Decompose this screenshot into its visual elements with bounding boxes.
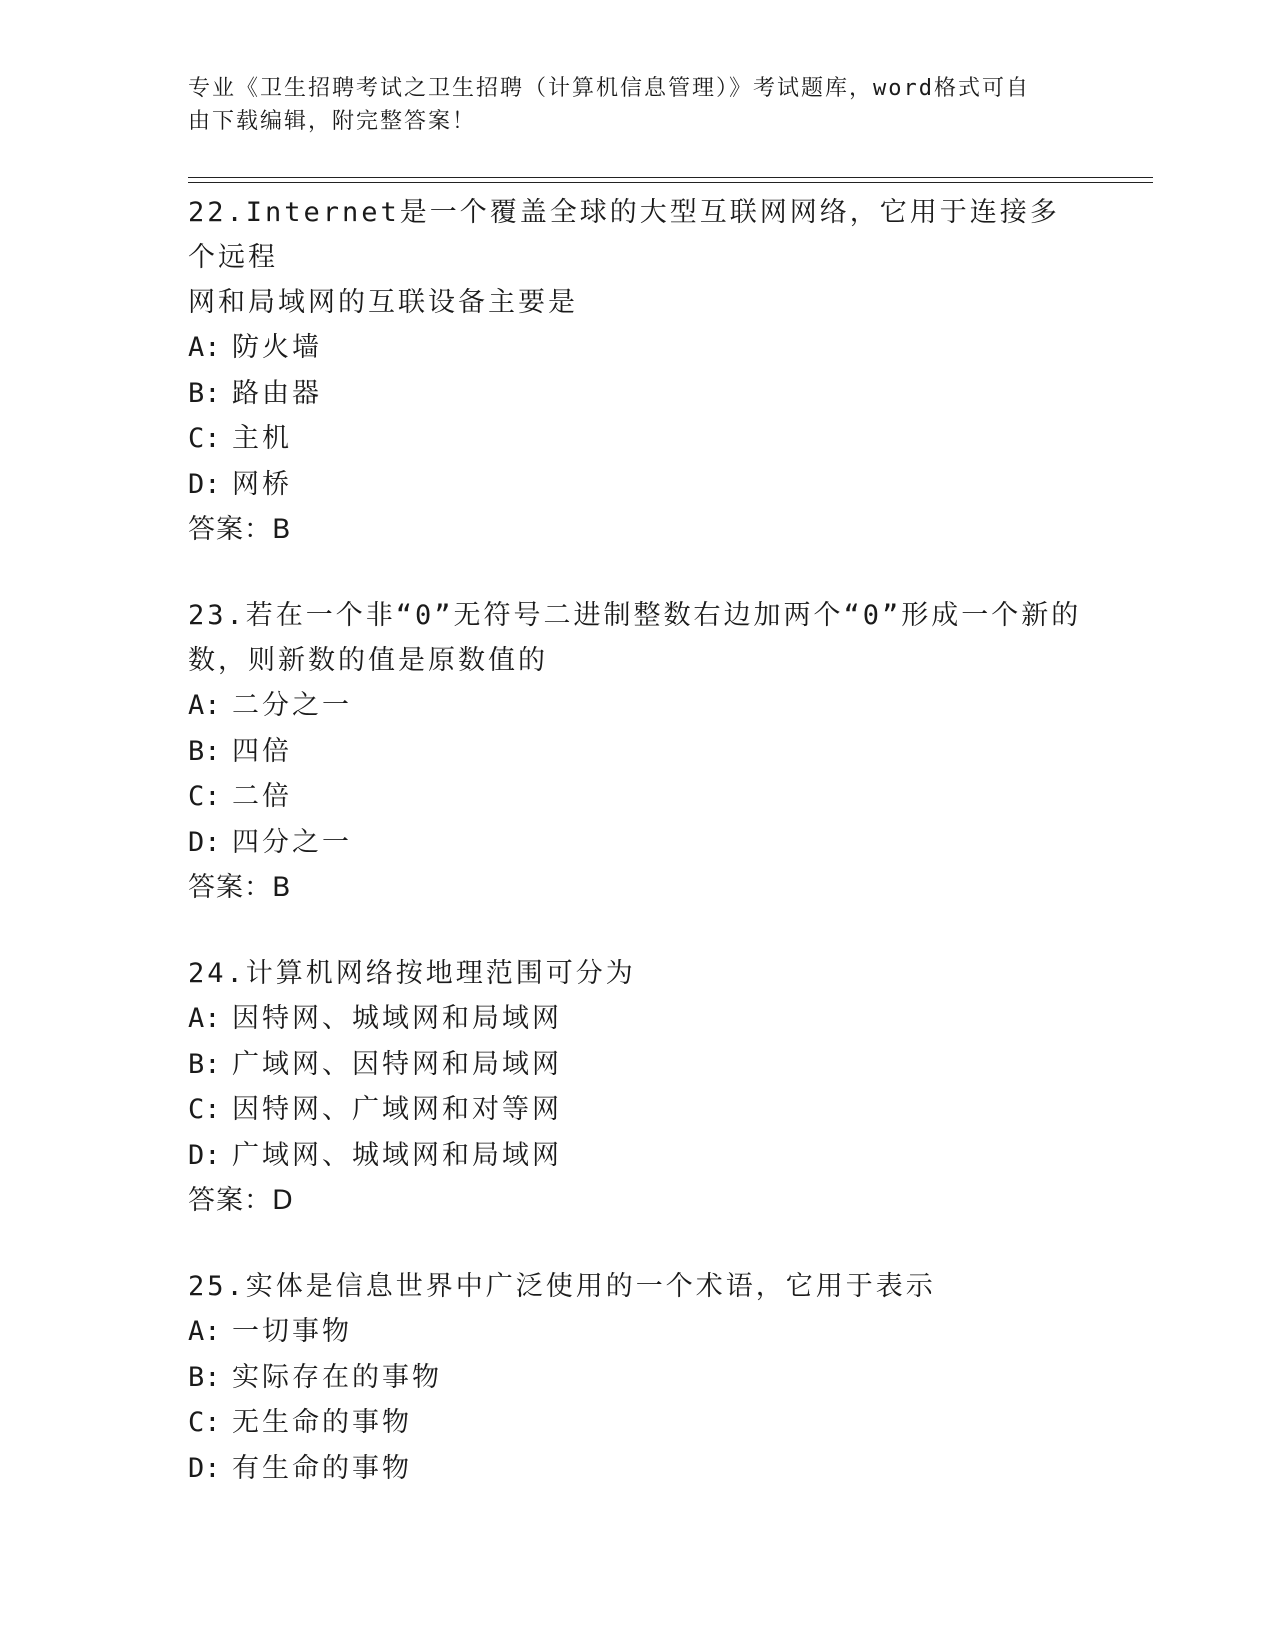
answer-line: 答案：D <box>188 1185 294 1216</box>
option-text: 有生命的事物 <box>232 1452 412 1484</box>
option-key: C: <box>188 1094 221 1125</box>
header-divider-bottom <box>188 182 1153 183</box>
header-divider-top <box>188 177 1153 178</box>
option-b <box>188 729 1088 775</box>
option-a <box>188 683 1088 729</box>
option-key: B: <box>188 1361 221 1393</box>
answer-line: 答案：B <box>188 872 292 903</box>
option-text: 二倍 <box>232 781 292 812</box>
question-stem-line: 25.实体是信息世界中广泛使用的一个术语，它用于表示 <box>188 1271 936 1302</box>
option-d <box>188 820 1088 866</box>
option-key: C: <box>188 781 221 812</box>
option-key: D: <box>188 1139 221 1171</box>
option-key: C: <box>188 423 221 454</box>
option-key: D: <box>188 826 221 858</box>
option-text: 四分之一 <box>232 826 352 858</box>
option-key: B: <box>188 377 221 409</box>
option-key: B: <box>188 735 221 767</box>
option-text: 实际存在的事物 <box>232 1361 442 1393</box>
option-key: A: <box>188 690 221 721</box>
question-list <box>188 190 1088 1532</box>
option-text: 因特网、广域网和对等网 <box>232 1094 562 1125</box>
option-text: 网桥 <box>232 468 292 500</box>
option-b <box>188 371 1088 417</box>
option-key: D: <box>188 468 221 500</box>
option-text: 二分之一 <box>232 690 352 721</box>
question-stem-line: 网和局域网的互联设备主要是 <box>188 287 578 318</box>
option-c <box>188 1087 1088 1133</box>
answer-line: 答案：B <box>188 514 292 545</box>
option-text: 广域网、城域网和局域网 <box>232 1139 562 1171</box>
question-stem-line: 数，则新数的值是原数值的 <box>188 645 548 676</box>
option-key: D: <box>188 1452 221 1484</box>
option-b <box>188 1042 1088 1088</box>
option-c <box>188 1400 1088 1446</box>
document-header <box>188 72 1068 138</box>
option-key: C: <box>188 1407 221 1438</box>
option-text: 防火墙 <box>232 332 322 363</box>
question-stem-line: 24.计算机网络按地理范围可分为 <box>188 958 636 989</box>
option-text: 路由器 <box>232 377 322 409</box>
question-23 <box>188 593 1088 910</box>
option-key: A: <box>188 332 221 363</box>
option-d <box>188 1446 1088 1492</box>
header-line-2: 由下载编辑，附完整答案！ <box>188 109 477 134</box>
option-text: 因特网、城域网和局域网 <box>232 1003 562 1034</box>
option-key: A: <box>188 1316 221 1347</box>
option-text: 主机 <box>232 423 292 454</box>
question-22 <box>188 190 1088 552</box>
option-text: 四倍 <box>232 735 292 767</box>
option-c <box>188 774 1088 820</box>
option-b <box>188 1355 1088 1401</box>
option-a <box>188 325 1088 371</box>
option-a <box>188 1309 1088 1355</box>
option-a <box>188 996 1088 1042</box>
option-c <box>188 416 1088 462</box>
option-key: A: <box>188 1003 221 1034</box>
option-text: 广域网、因特网和局域网 <box>232 1048 562 1080</box>
option-d <box>188 462 1088 508</box>
question-stem-line: 22.Internet是一个覆盖全球的大型互联网网络，它用于连接多个远程 <box>188 197 1060 273</box>
option-text: 无生命的事物 <box>232 1407 412 1438</box>
option-key: B: <box>188 1048 221 1080</box>
question-25 <box>188 1264 1088 1491</box>
option-text: 一切事物 <box>232 1316 352 1347</box>
option-d <box>188 1133 1088 1179</box>
question-24 <box>188 951 1088 1223</box>
question-stem-line: 23.若在一个非“0”无符号二进制整数右边加两个“0”形成一个新的 <box>188 600 1082 631</box>
header-line-1: 专业《卫生招聘考试之卫生招聘（计算机信息管理）》考试题库，word格式可自 <box>188 76 1030 101</box>
